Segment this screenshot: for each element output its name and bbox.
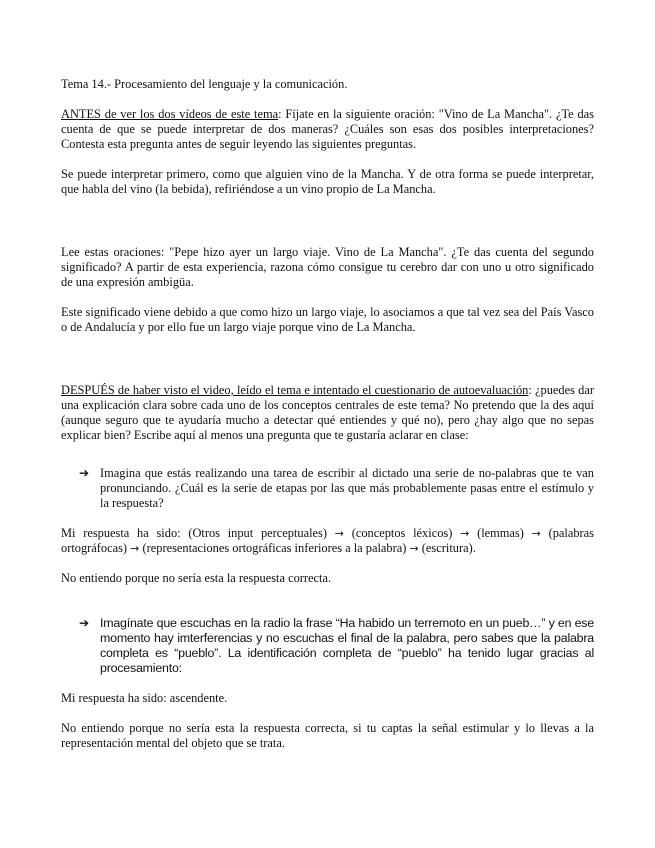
response-1-step: (lemmas) [477,526,524,540]
bullet-item-1 [61,466,594,511]
before-label: ANTES de ver los dos vídeos de este tema [61,107,279,121]
question-2: Lee estas oraciones: "Pepe hizo ayer un largo viaje. Vino de La Mancha". ¿Te das cuenta del segundo significado? A partir de esta experiencia, razona cómo consigue tu cerebro dar con uno u otro significado de una expresión ambigüa. [61,245,594,289]
bullet-1-text: Imagina que estás realizando una tarea de escribir al dictado una serie de no-palabras que te van pronunciando. ¿Cuál es la serie de etapas por las que más probablemente pasas entre el estímulo y la respuesta? [100,466,594,510]
response-1-step: (escritura). [421,541,476,555]
response-1 [61,526,594,556]
right-arrow-icon: → [334,527,344,540]
comment-1: No entiendo porque no sería esta la respuesta correcta. [61,571,332,585]
after-question [61,383,594,443]
document-page [61,77,594,751]
right-arrow-icon: → [130,542,140,555]
document-title: Tema 14.- Procesamiento del lenguaje y la comunicación. [61,77,348,91]
after-label: DESPUÉS de haber visto el video, leído el tema e intentado el cuestionario de autoevaluación [61,383,529,397]
comment-2: No entiendo porque no sería esta la respuesta correcta, si tu captas la señal estimular y lo llevas a la representación mental del objeto que se trata. [61,721,594,750]
arrow-bullet-icon: ➔ [79,616,89,630]
bullet-item-2 [61,616,594,676]
arrow-bullet-icon: ➔ [79,466,90,480]
right-arrow-icon: → [409,542,419,555]
response-1-step: (representaciones ortográficas inferiores a la palabra) [142,541,407,555]
response-2: Mi respuesta ha sido: ascendente. [61,691,228,705]
response-1-prefix: Mi respuesta ha sido: [61,526,189,540]
response-1-step: (Otros input perceptuales) [188,526,327,540]
response-1-step: (palabras ortográfocas) [61,526,594,555]
answer-1: Se puede interpretar primero, como que alguien vino de la Mancha. Y de otra forma se puede interpretar, que habla del vino (la bebida), refiriéndose a un vino propio de La Mancha. [61,167,594,196]
right-arrow-icon: → [531,527,541,540]
right-arrow-icon: → [460,527,470,540]
answer-2: Este significado viene debido a que como hizo un largo viaje, lo asociamos a que tal vez sea del País Vasco o de Andalucía y por ello fue un largo viaje porque vino de La Mancha. [61,305,594,334]
after-text: : ¿puedes dar una explicación clara sobre cada uno de los conceptos centrales de este tema? No pretendo que la des aquí (aunque seguro que te ayudaría mucho a detectar qué entiendes y qué no), pero ¿hay algo que no sepas explicar bien? Escribe aquí al menos una pregunta que te gustaría aclarar en clase: [61,383,595,442]
response-1-step: (conceptos léxicos) [351,526,453,540]
bullet-2-text: Imagínate que escuchas en la radio la frase “Ha habido un terremoto en un pueb…” y en ese momento hay imterferencias y no escuchas el final de la palabra, pero sabes que la palabra completa es “pueblo”. La identificación completa de “pueblo” ha tenido lugar gracias al procesamiento: [100,616,594,675]
before-question [61,107,594,152]
before-text: : Fíjate en la siguiente oración: "Vino de La Mancha". ¿Te das cuenta de que se puede interpretar de dos maneras? ¿Cuáles son esas dos posibles interpretaciones? Contesta esta pregunta antes de seguir leyendo las siguientes preguntas. [61,107,594,151]
